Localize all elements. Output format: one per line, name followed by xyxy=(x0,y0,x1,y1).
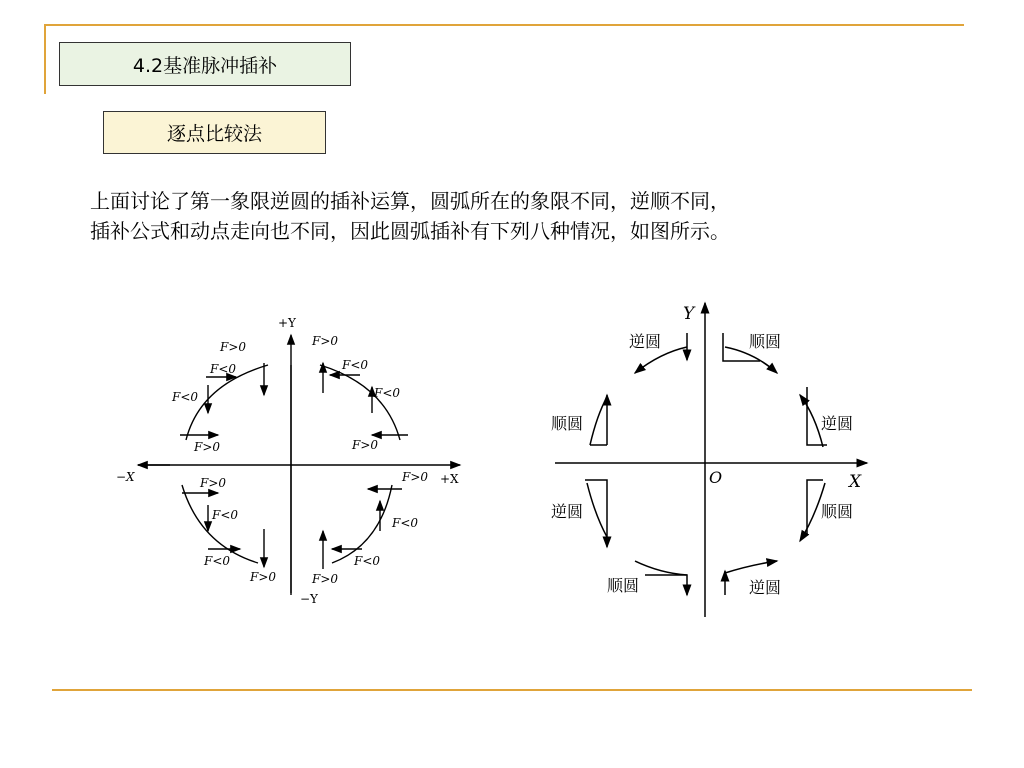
ccw-label: 逆圆 xyxy=(749,578,782,597)
cw-label: 顺圆 xyxy=(551,414,584,433)
right-origin: O xyxy=(709,468,723,487)
f-label: F<0 xyxy=(342,358,369,372)
left-axis-px: +X xyxy=(440,472,459,486)
right-axis-y: Y xyxy=(683,304,695,324)
f-label: F>0 xyxy=(194,440,221,454)
ccw-label: 逆圆 xyxy=(629,332,662,351)
f-label: F<0 xyxy=(212,508,239,522)
f-label: F>0 xyxy=(312,334,339,348)
f-label: F>0 xyxy=(200,476,227,490)
arc-q3 xyxy=(182,485,258,563)
section-title: 4.2基准脉冲插补 xyxy=(59,42,351,86)
f-label: F<0 xyxy=(172,390,199,404)
ccw-label: 逆圆 xyxy=(551,502,584,521)
left-axis-ny: −Y xyxy=(300,592,318,606)
f-label: F<0 xyxy=(210,362,237,376)
top-rule xyxy=(44,24,964,26)
left-axis-nx: −X xyxy=(116,470,135,484)
arc-q2 xyxy=(186,365,268,440)
f-label: F<0 xyxy=(204,554,231,568)
cw-label: 顺圆 xyxy=(749,332,782,351)
f-label: F>0 xyxy=(402,470,429,484)
ccw-label: 逆圆 xyxy=(821,414,854,433)
subtitle: 逐点比较法 xyxy=(103,111,326,154)
left-axis-py: +Y xyxy=(278,316,296,330)
f-label: F<0 xyxy=(374,386,401,400)
f-label: F>0 xyxy=(312,572,339,586)
f-label: F<0 xyxy=(392,516,419,530)
left-rule xyxy=(44,24,46,94)
arc-q1 xyxy=(320,365,400,440)
body-line-1: 上面讨论了第一象限逆圆的插补运算，圆弧所在的象限不同，逆顺不同， xyxy=(90,189,730,213)
right-axis-x: X xyxy=(849,472,862,492)
f-label: F<0 xyxy=(354,554,381,568)
bottom-rule xyxy=(52,689,972,691)
cw-label: 顺圆 xyxy=(821,502,854,521)
left-figure xyxy=(110,305,470,610)
arc-q4 xyxy=(332,485,392,563)
f-label: F>0 xyxy=(220,340,247,354)
cw-label: 顺圆 xyxy=(607,576,640,595)
f-label: F>0 xyxy=(352,438,379,452)
f-label: F>0 xyxy=(250,570,277,584)
right-figure xyxy=(545,295,880,620)
body-line-2: 插补公式和动点走向也不同，因此圆弧插补有下列八种情况，如图所示。 xyxy=(90,219,730,243)
body-text xyxy=(90,186,950,246)
